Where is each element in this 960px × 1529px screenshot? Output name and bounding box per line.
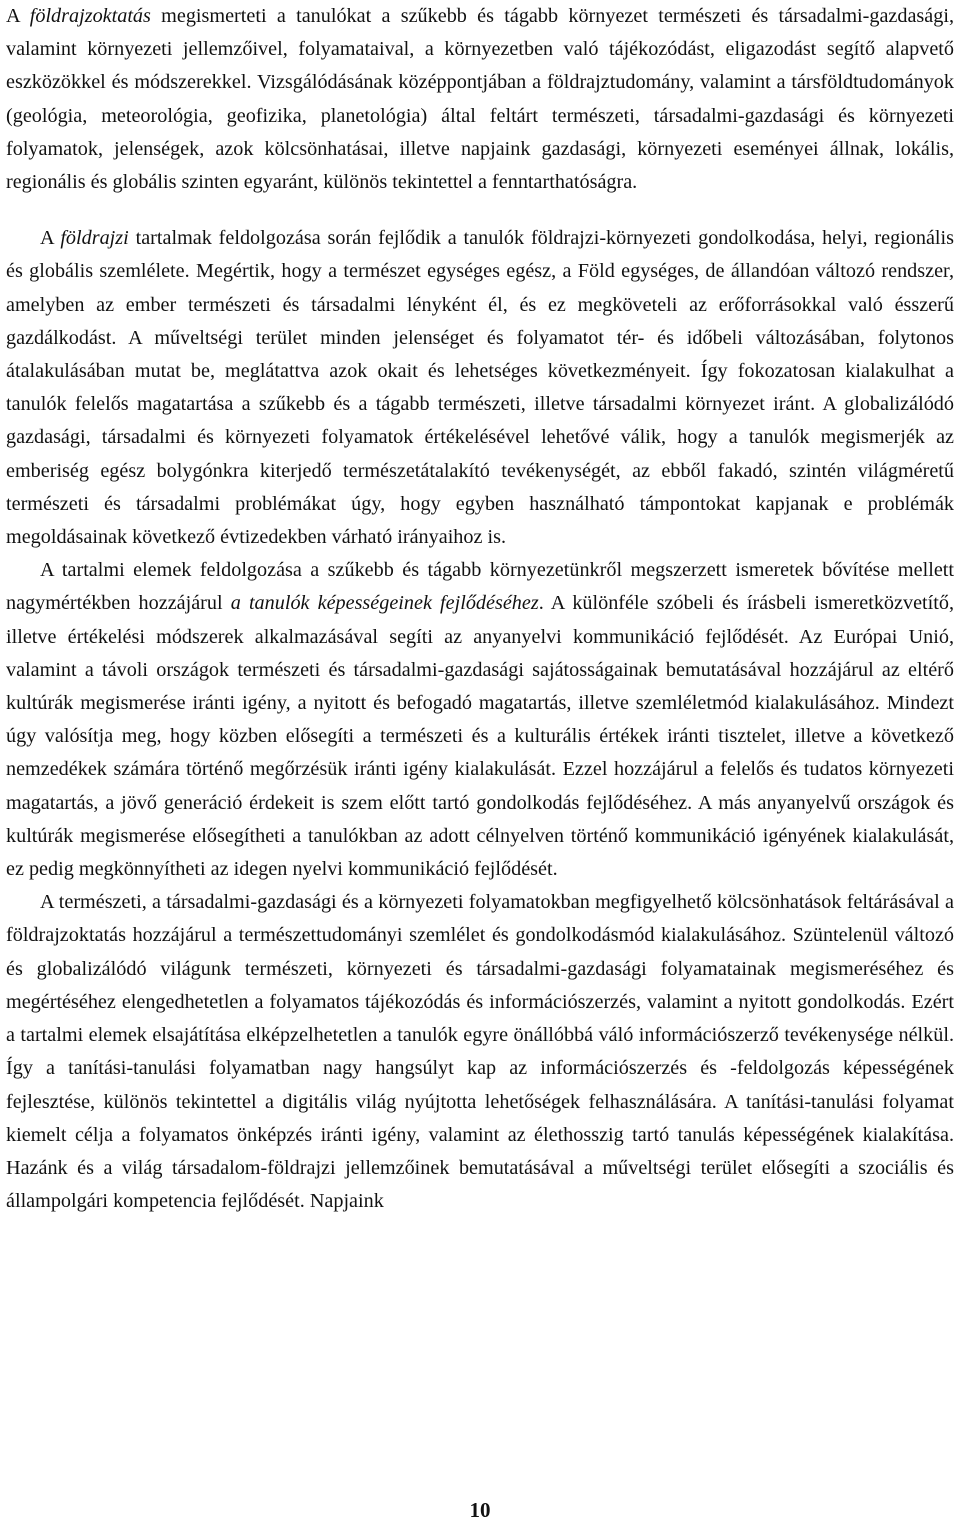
text-run: A (6, 5, 30, 27)
text-run: megismerteti a tanulókat a szűkebb és tágabb környezet természeti és társadalmi-gazdasági, valamint környezeti jellemzőivel, folyamataival, a környezetben való tájékozódást, eligazodást segítő alapvető eszközökkel és módszerekkel. Vizsgálódásának középpontjában a földrajztudomány, valamint a társföldtudományok (geológia, meteorológia, geofizika, planetológia) által feltárt természeti, társadalmi-gazdasági és környezeti folyamatok, jelenségek, azok kölcsönhatásai, illetve napjaink gazdasági, környezeti eseményei állnak, lokális, regionális és globális szinten egyaránt, különös tekintettel a fenntarthatóságra. (6, 5, 954, 194)
italic-text-run: földrajzoktatás (29, 5, 151, 27)
text-run: A (40, 227, 61, 250)
italic-text-run: földrajzi (60, 227, 129, 250)
italic-text-run: a tanulók képességeinek fejlődéséhez (230, 592, 539, 615)
page-number: 10 (469, 1498, 491, 1522)
document-page (6, 0, 954, 1218)
text-run: A természeti, a társadalmi-gazdasági és a környezeti folyamatokban megfigyelhető kölcsönhatások feltárásával a földrajzoktatás hozzájárul a természettudományi szemlélet és gondolkodásmód kialakulásához. Szüntelenül változó és globalizálódó világunk természeti, környezeti és társadalmi-gazdasági folyamatainak megismeréséhez és megértéséhez elengedhetetlen a folyamatos tájékozódás és információszerzés, valamint a nyitott gondolkodás. Ezért a tartalmi elemek elsajátítása elképzelhetetlen a tanulók egyre önállóbbá váló információszerző tevékenysége nélkül. Így a tanítási-tanulási folyamatban nagy hangsúlyt kap az információszerzés és -feldolgozás képességének fejlesztése, különös tekintettel a digitális világ nyújtotta lehetőségek felhasználására. A tanítási-tanulási folyamat kiemelt célja a folyamatos önképzés iránti igény, valamint az élethosszig tartó tanulás képességének kialakítása. Hazánk és a világ társadalom-földrajzi jellemzőinek bemutatásával a műveltségi terület elősegíti a szociális és állampolgári kompetencia fejlődését. Napjaink (6, 891, 954, 1213)
paragraph-2 (6, 222, 954, 554)
paragraph-4 (6, 886, 954, 1218)
paragraph-1 (6, 0, 954, 199)
text-run: tartalmak feldolgozása során fejlődik a tanulók földrajzi-környezeti gondolkodása, helyi, regionális és globális szemlélete. Megértik, hogy a természet egységes egész, a Föld egységes, de állandóan változó rendszer, amelyben az ember természeti és társadalmi lényként él, és ez megköveteli az erőforrásokkal való ésszerű gazdálkodást. A műveltségi terület minden jelenséget és folyamatot tér- és időbeli változásában, folytonos átalakulásában mutat be, meglátattva azok okait és lehetséges következményeit. Így fokozatosan kialakulhat a tanulók felelős magatartása a szűkebb és a tágabb természeti, illetve társadalmi környezet iránt. A globalizálódó gazdasági, társadalmi és környezeti folyamatok értékelésével lehetővé válik, hogy a tanulók megismerjék az emberiség egész bolygónkra kiterjedő természetátalakító tevékenységét, az ebből fakadó, szintén világméretű természeti és társadalmi problémákat úgy, hogy egyben használható támpontokat kapjanak e problémák megoldásainak következő évtizedekben várható irányaihoz is. (6, 227, 954, 549)
text-run: . A különféle szóbeli és írásbeli ismeretközvetítő, illetve értékelési módszerek alkalmazásával segíti az anyanyelvi kommunikáció fejlődését. Az Európai Unió, valamint a távoli országok természeti és társadalmi-gazdasági sajátosságainak bemutatásával hozzájárul az eltérő kultúrák megismerése iránti igény, a nyitott és befogadó magatartás, illetve szemléletmód kialakulásához. Mindezt úgy valósítja meg, hogy közben elősegíti a természeti és a kulturális értékek iránti tisztelet, illetve a következő nemzedékek számára történő megőrzésük iránti igény kialakulását. Ezzel hozzájárul a felelős és tudatos környezeti magatartás, a jövő generáció érdekeit is szem előtt tartó gondolkodás fejlődéséhez. A más anyanyelvű országok és kultúrák megismerése elősegítheti a tanulókban az adott célnyelven történő kommunikáció igényének kialakulását, ez pedig megkönnyítheti az idegen nyelvi kommunikáció fejlődését. (6, 592, 955, 881)
paragraph-3 (6, 554, 954, 886)
text-run: A tartalmi elemek feldolgozása a szűkebb és tágabb környezetünkről megszerzett ismeretek bővítése mellett nagymértékben hozzájárul (6, 559, 954, 615)
